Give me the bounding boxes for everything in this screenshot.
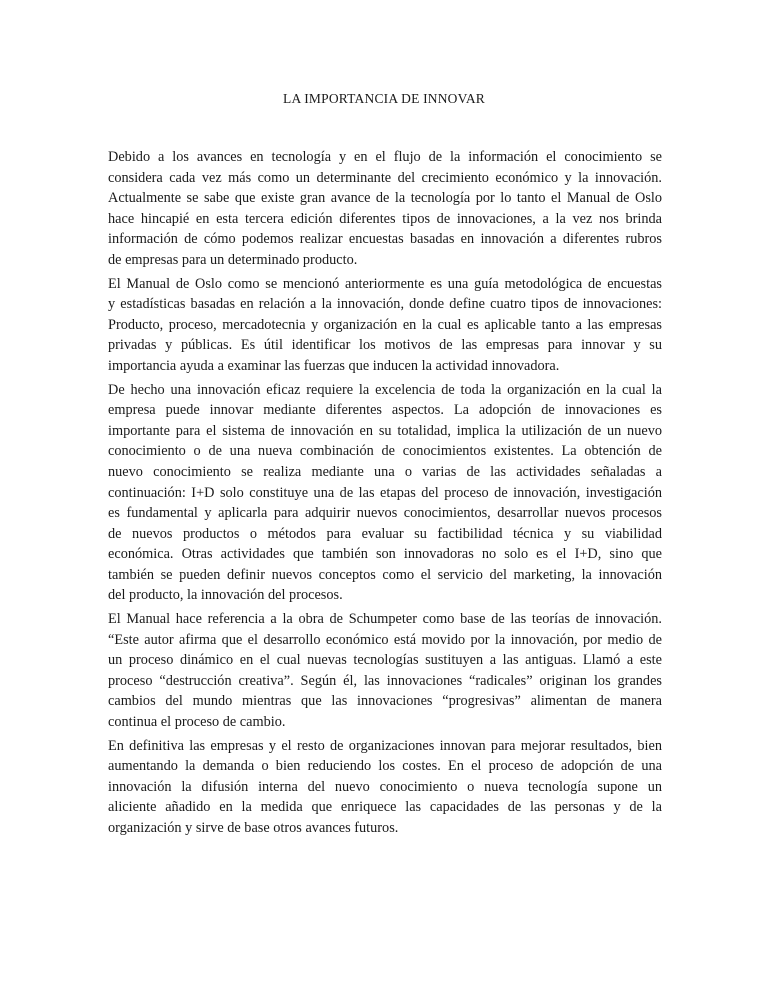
text-line: aumentando la demanda o bien reduciendo los costes. En el proceso de adopción de una (108, 758, 662, 775)
text-line: un proceso dinámico en el cual nuevas tecnologías sustituyen a las antiguas. Llamó a este (108, 652, 662, 669)
document-title: LA IMPORTANCIA DE INNOVAR (283, 91, 485, 106)
text-line: importante para el sistema de innovación en su totalidad, implica la utilización de un nuevo (108, 422, 662, 439)
text-line: continua el proceso de cambio. (108, 714, 286, 731)
paragraph (108, 380, 662, 607)
text-line: empresa puede innovar mediante diferentes aspectos. La adopción de innovaciones es (108, 402, 662, 419)
text-line: considera cada vez más como un determinante del crecimiento económico y la innovación. (108, 169, 662, 186)
text-line: privadas y públicas. Es útil identificar los motivos de las empresas para innovar y su (108, 337, 662, 354)
paragraph (108, 147, 662, 271)
text-line: El Manual hace referencia a la obra de Schumpeter como base de las teorías de innovación. (108, 611, 662, 628)
text-line: Actualmente se sabe que existe gran avance de la tecnología por lo tanto el Manual de Oslo (108, 190, 662, 207)
text-line: conocimiento o de una nueva combinación de conocimientos existentes. La obtención de (108, 443, 662, 460)
text-line: de empresas para un determinado producto. (108, 251, 358, 268)
text-line: de nuevos productos o métodos para evaluar su factibilidad técnica y su viabilidad (108, 525, 662, 542)
text-line: El Manual de Oslo como se mencionó anteriormente es una guía metodológica de encuestas (108, 275, 662, 292)
text-line: y estadísticas basadas en relación a la innovación, donde define cuatro tipos de innovaciones: (108, 296, 662, 313)
text-line: del producto, la innovación del procesos. (108, 587, 343, 604)
paragraph (108, 609, 662, 733)
text-line: proceso “destrucción creativa”. Según él, las innovaciones “radicales” originan los grandes (108, 672, 662, 689)
text-line: importancia ayuda a examinar las fuerzas que inducen la actividad innovadora. (108, 357, 560, 374)
text-line: continuación: I+D solo constituye una de las etapas del proceso de innovación, investigación (108, 484, 662, 501)
text-line: también se pueden definir nuevos conceptos como el servicio del marketing, la innovación (108, 566, 662, 583)
text-line: económica. Otras actividades que también son innovadoras no solo es el I+D, sino que (108, 546, 662, 563)
text-line: En definitiva las empresas y el resto de organizaciones innovan para mejorar resultados, bien (108, 737, 662, 754)
text-line: información de cómo podemos realizar encuestas basadas en innovación a diferentes rubros (108, 231, 662, 248)
text-line: “Este autor afirma que el desarrollo económico está movido por la innovación, por medio de (108, 631, 662, 648)
text-line: organización y sirve de base otros avances futuros. (108, 820, 399, 836)
text-line: Debido a los avances en tecnología y en el flujo de la información el conocimiento se (108, 149, 662, 165)
text-line: hace hincapié en esta tercera edición diferentes tipos de innovaciones, a la vez nos brinda (108, 210, 662, 227)
text-line: cambios del mundo mientras que las innovaciones “progresivas” alimentan de manera (108, 693, 662, 710)
text-line: es fundamental y aplicarla para adquirir nuevos conocimientos, desarrollar nuevos procesos (108, 505, 662, 522)
text-line: aliciente añadido en la medida que enriquece las capacidades de las personas y de la (108, 799, 662, 816)
text-line: nuevo conocimiento se realiza mediante una o varias de las actividades señaladas a (108, 463, 662, 480)
text-line: De hecho una innovación eficaz requiere la excelencia de toda la organización en la cual la (108, 381, 662, 398)
text-line: Producto, proceso, mercadotecnia y organización en la cual es aplicable tanto a las empresas (108, 316, 662, 333)
paragraph (108, 274, 662, 377)
paragraph (108, 736, 662, 839)
document-body (108, 147, 662, 842)
text-line: innovación la difusión interna del nuevo conocimiento o nueva tecnología supone un (108, 778, 662, 795)
